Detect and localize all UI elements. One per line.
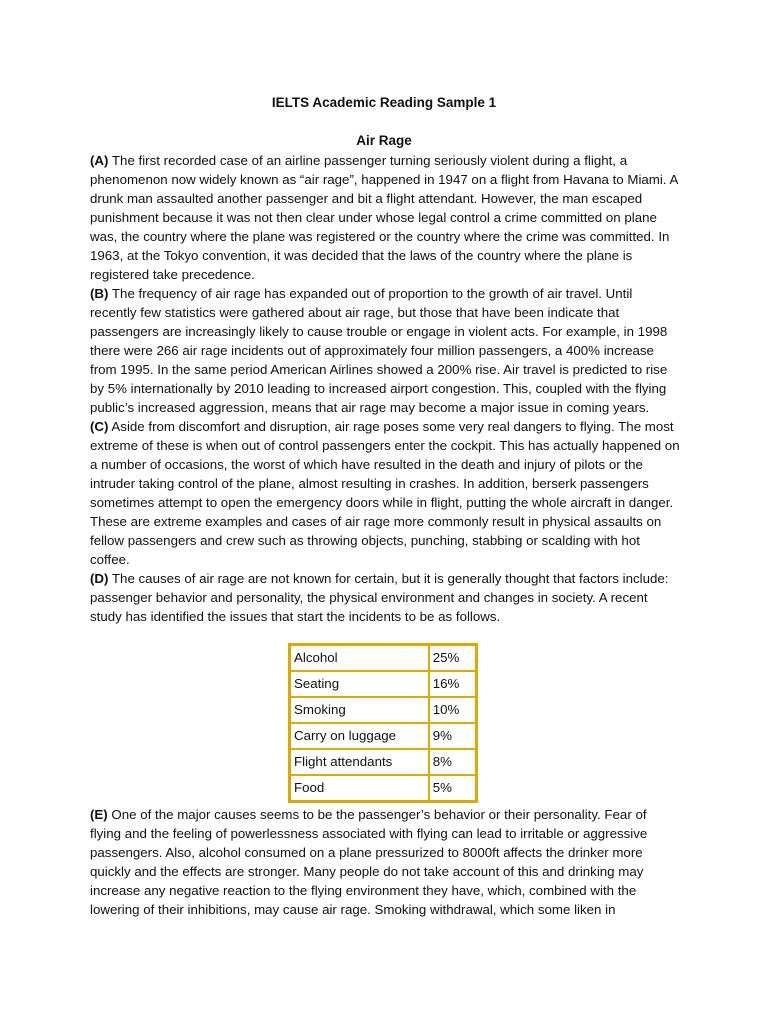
table-row [290, 697, 476, 723]
causes-table [288, 643, 478, 803]
article-body-bottom [90, 805, 680, 919]
paragraph-marker: (A) [90, 153, 109, 168]
table-row [290, 645, 476, 671]
paragraph-text: The first recorded case of an airline passenger turning seriously violent during a flight, a phenomenon now widely known as “air rage”, happened in 1947 on a flight from Havana to Miami. A drunk man assaulted another passenger and bit a flight attendant. However, the man escaped punishment because it was not then clear under whose legal control a crime committed on plane was, the country where the plane was registered or the country where the crime was committed. In 1963, at the Tokyo convention, it was decided that the laws of the country where the plane is registered take precedence. [90, 153, 678, 282]
paragraph-text: One of the major causes seems to be the passenger’s behavior or their personality. Fear of flying and the feeling of powerlessness associated with flying can lead to irritable or aggressive passengers. Also, alcohol consumed on a plane pressurized to 8000ft affects the drinker more quickly and the effects are stronger. Many people do not take account of this and drinking may increase any negative reaction to the flying environment they have, which, combined with the lowering of their inhibitions, may cause air rage. Smoking withdrawal, which some liken in [90, 807, 648, 917]
article-body-top [90, 151, 680, 626]
paragraph-text: Aside from discomfort and disruption, air rage poses some very real dangers to flying. The most extreme of these is when out of control passengers enter the cockpit. This has actually happened on a number of occasions, the worst of which have resulted in the death and injury of pilots or the intruder taking control of the plane, almost resulting in crashes. In addition, berserk passengers sometimes attempt to open the emergency doors while in flight, putting the whole aircraft in danger. These are extreme examples and cases of air rage more commonly result in physical assaults on fellow passengers and crew such as throwing objects, punching, stabbing or scalding with hot coffee. [90, 419, 680, 567]
table-row [290, 671, 476, 697]
table-cell-percent: 25% [429, 645, 476, 671]
table-cell-cause: Flight attendants [290, 749, 429, 775]
paragraph-marker: (D) [90, 571, 109, 586]
document-title: IELTS Academic Reading Sample 1 [271, 95, 497, 110]
section-title: Air Rage [356, 133, 412, 148]
paragraph-e [90, 805, 680, 919]
paragraph-c [90, 417, 680, 569]
table-cell-cause: Carry on luggage [290, 723, 429, 749]
table-cell-percent: 5% [429, 775, 476, 801]
table-cell-cause: Alcohol [290, 645, 429, 671]
table-cell-percent: 9% [429, 723, 476, 749]
causes-table-wrapper [288, 643, 478, 803]
table-cell-percent: 8% [429, 749, 476, 775]
paragraph-d [90, 569, 680, 626]
table-row [290, 749, 476, 775]
paragraph-text: The frequency of air rage has expanded out of proportion to the growth of air travel. Until recently few statistics were gathered about air rage, but those that have been indicate that passengers are increasingly likely to cause trouble or engage in violent acts. For example, in 1998 there were 266 air rage incidents out of approximately four million passengers, a 400% increase from 1995. In the same period American Airlines showed a 200% rise. Air travel is predicted to rise by 5% internationally by 2010 leading to increased airport congestion. This, coupled with the flying public’s increased aggression, means that air rage may become a major issue in coming years. [90, 286, 668, 415]
paragraph-marker: (E) [90, 807, 108, 822]
paragraph-b [90, 284, 680, 417]
table-cell-percent: 16% [429, 671, 476, 697]
table-cell-cause: Smoking [290, 697, 429, 723]
paragraph-text: The causes of air rage are not known for certain, but it is generally thought that factors include: passenger behavior and personality, the physical environment and changes in society. A recent study has identified the issues that start the incidents to be as follows. [90, 571, 669, 624]
paragraph-marker: (C) [90, 419, 109, 434]
table-row [290, 723, 476, 749]
paragraph-marker: (B) [90, 286, 109, 301]
table-cell-cause: Seating [290, 671, 429, 697]
table-cell-percent: 10% [429, 697, 476, 723]
table-cell-cause: Food [290, 775, 429, 801]
table-row [290, 775, 476, 801]
paragraph-a [90, 151, 680, 284]
